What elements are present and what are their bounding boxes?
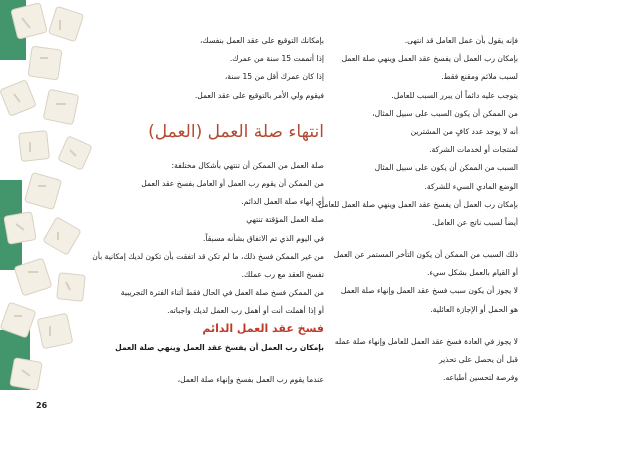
text-line: أو القيام بالعمل بشكل سيء. bbox=[426, 268, 518, 278]
section-heading: انتهاء صلة العمل (العمل) bbox=[148, 121, 324, 142]
text-line: أنه لا يوجد عدد كافٍ من المشترين bbox=[410, 126, 518, 136]
page-number: 26 bbox=[36, 401, 48, 410]
right-text-column bbox=[298, 32, 518, 387]
text-line: فيقوم ولي الأمر بالتوقيع على عقد العمل. bbox=[194, 90, 324, 100]
text-line: أو إذا أهملت أنت أو أهمل رب العمل لديك واجباته. bbox=[167, 306, 324, 316]
text-line: السبب من الممكن أن يكون على سبيل المثال bbox=[374, 163, 518, 173]
text-line: عندما يقوم رب العمل بفسخ وإنهاء صلة العمل، bbox=[177, 374, 324, 384]
text-line: الوضع المادي السيء للشركة. bbox=[424, 181, 518, 191]
text-line: صلة العمل المؤقتة تنتهي bbox=[246, 215, 324, 225]
text-line: لا يجوز في العادة فسخ عقد العمل للعامل وإنهاء صلة عمله bbox=[334, 336, 518, 346]
text-line: يتوجب عليه دائماً أن يبرر السبب للعامل. bbox=[391, 90, 518, 100]
spacer bbox=[298, 232, 518, 246]
text-line: لا يجوز أن يكون سبب فسخ عقد العمل وإنهاء صلة العمل bbox=[340, 286, 518, 296]
text-line: وفرصة لتحسين أطباعه. bbox=[443, 373, 518, 383]
text-line: بإمكانك التوقيع على عقد العمل بنفسك، bbox=[199, 36, 324, 45]
left-text-column bbox=[92, 32, 324, 389]
text-line: إذا أتممت 15 سنة من عمرك. bbox=[229, 54, 324, 64]
text-line: قبل أن يحصل على تحذير bbox=[438, 355, 518, 364]
text-line: أي إنهاء صلة العمل الدائم. bbox=[241, 197, 324, 207]
text-line: ذلك السبب من الممكن أن يكون التأخر المستمر عن العمل bbox=[333, 250, 518, 260]
text-line: تفسخ العقد مع رب عملك. bbox=[241, 269, 324, 279]
text-line: صلة العمل من الممكن أن تنتهي بأشكال مختلفة: bbox=[171, 160, 324, 170]
text-line: من الممكن أن يكون السبب على سبيل المثال، bbox=[372, 108, 518, 118]
text-line: من الممكن فسخ صلة العمل في الحال فقط أثناء الفترة التجريبية bbox=[120, 288, 324, 298]
text-line: إذا كان عمرك أقل من 15 سنة، bbox=[224, 72, 324, 82]
text-line: بإمكان رب العمل أن يفسخ عقد العمل وينهي صلة العمل bbox=[341, 54, 518, 64]
scrabble-tiles-image bbox=[0, 0, 118, 450]
bold-line: بإمكان رب العمل أن يفسخ عقد العمل وينهي صلة العمل bbox=[115, 342, 324, 352]
text-line: من الممكن أن يقوم رب العمل أو العامل بفسخ عقد العمل bbox=[141, 178, 324, 188]
spacer bbox=[124, 357, 324, 371]
spacer bbox=[298, 319, 518, 333]
text-line: فإنه يقول بأن عمل العامل قد انتهى. bbox=[404, 36, 518, 45]
text-line: بإمكان رب العمل أن يفسخ عقد العمل وينهي صلة العمل للعامل bbox=[318, 199, 518, 209]
text-line: من غير الممكن فسخ ذلك، ما لم تكن قد اتفقت بأن تكون لديك إمكانية بأن bbox=[92, 251, 324, 261]
text-line: أيضاً لسبب ناتج عن العامل. bbox=[431, 217, 518, 227]
text-line: لمنتجات أو لخدمات الشركة. bbox=[429, 145, 518, 155]
text-line: هو الحمل أو الإجازة العائلية. bbox=[430, 304, 518, 314]
subheading: فسخ عقد العمل الدائم bbox=[202, 322, 324, 336]
text-line: لسبب ملائم ومقنع فقط. bbox=[441, 72, 518, 82]
text-line: في اليوم الذي تم الاتفاق بشأنه مسبقاً. bbox=[203, 233, 324, 243]
